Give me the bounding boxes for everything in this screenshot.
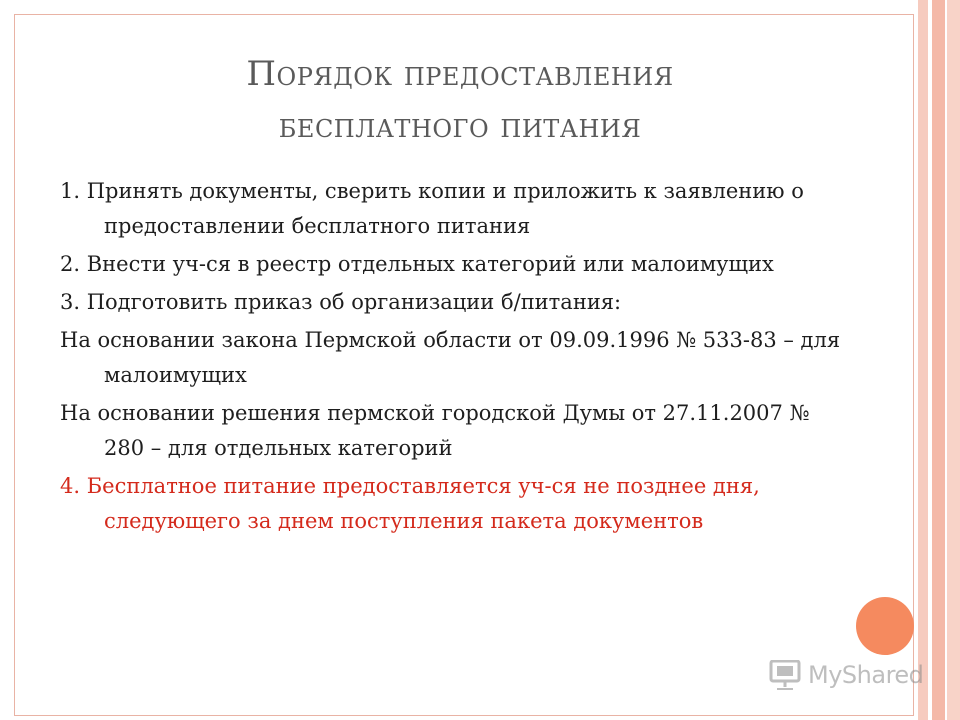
presentation-board-icon: [768, 660, 802, 690]
body-paragraph-2: 2. Внести уч-ся в реестр отдельных категорий или малоимущих: [60, 252, 774, 276]
decor-stripe: [947, 0, 960, 720]
accent-circle: [856, 597, 914, 655]
slide-title-line-1: Порядок предоставления: [246, 54, 674, 94]
body-paragraph-5: На основании решения пермской городской Думы от 27.11.2007 № 280 – для отдельных категорий: [60, 401, 810, 460]
body-paragraph-1: 1. Принять документы, сверить копии и приложить к заявлению о предоставлении бесплатного питания: [60, 179, 804, 238]
slide-title: [180, 48, 740, 152]
decor-stripe: [918, 0, 928, 720]
body-paragraph-3: 3. Подготовить приказ об организации б/питания:: [60, 290, 622, 314]
slide-title-line-2: бесплатного питания: [278, 106, 642, 146]
watermark-text: MyShared: [808, 661, 924, 689]
body-paragraph-6-highlight: 4. Бесплатное питание предоставляется уч-ся не позднее дня, следующего за днем поступления пакета документов: [60, 474, 760, 533]
body-paragraph-4: На основании закона Пермской области от 09.09.1996 № 533-83 – для малоимущих: [60, 328, 841, 387]
watermark: [768, 655, 923, 695]
slide-body: [60, 174, 850, 542]
decor-stripe: [932, 0, 945, 720]
